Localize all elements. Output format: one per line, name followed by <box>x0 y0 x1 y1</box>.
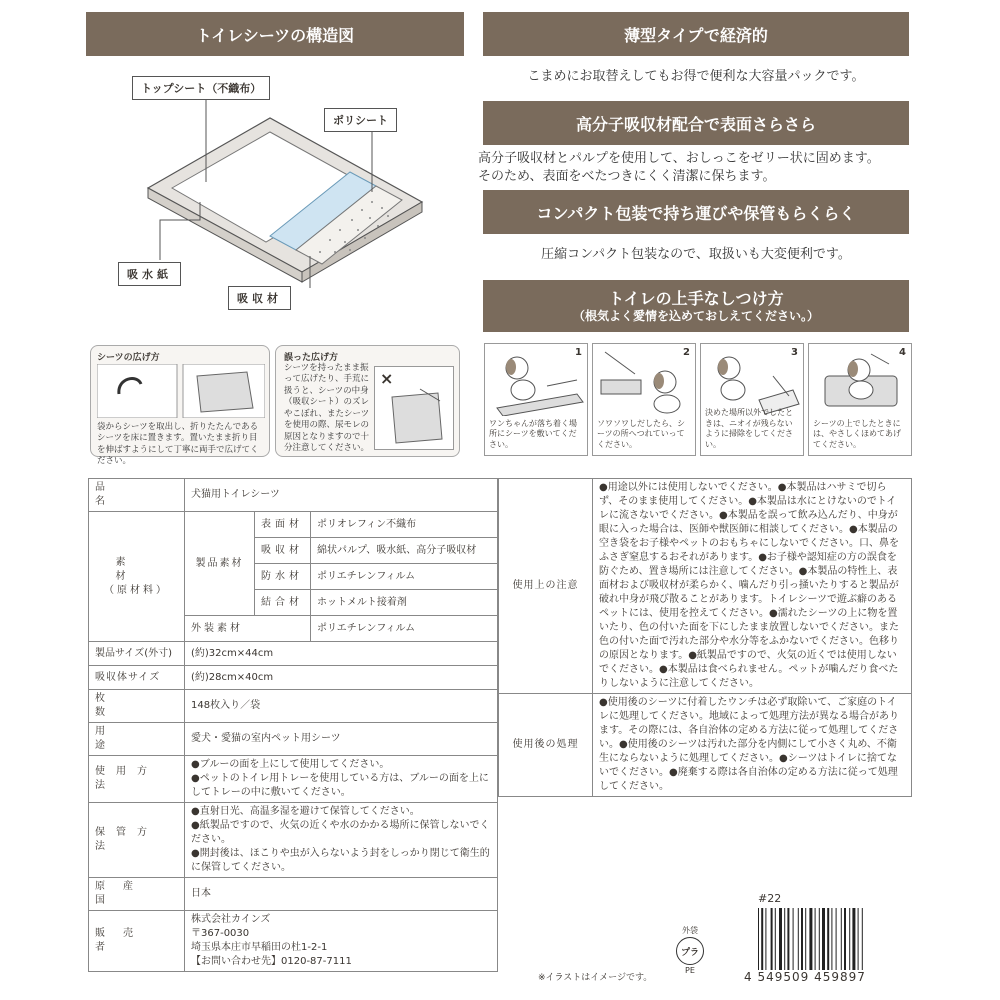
feature-title-2: 高分子吸収材配合で表面さらさら <box>575 114 816 134</box>
wrong-panel-title: 誤った広げ方 <box>284 353 339 363</box>
structure-banner <box>86 12 464 56</box>
training-banner <box>483 280 909 332</box>
training-step-3 <box>700 343 804 456</box>
seller-line-2: 〒367-0030 <box>191 928 250 939</box>
spec-label-material-sub: （原材料） <box>104 584 169 596</box>
cross-mark-icon: × <box>380 369 394 388</box>
spec-label-howto: 使用方法 <box>89 756 185 803</box>
step-3-illustration <box>703 346 803 416</box>
spec-label-material-cell <box>89 512 185 642</box>
step-4-caption: シーツの上でしたときには、やさしくほめてあげてください。 <box>813 418 901 450</box>
spec-value-count: 148枚入り／袋 <box>185 690 498 723</box>
recycle-top-text: 外袋 <box>682 926 698 935</box>
spec-label-outer: 外装素材 <box>185 616 311 642</box>
spec-value-use: 愛犬・愛猫の室内ペット用シーツ <box>185 723 498 756</box>
cautions-table <box>498 478 912 797</box>
spread-illustration <box>97 364 265 418</box>
spec-value-product: 犬猫用トイレシーツ <box>185 479 498 512</box>
recycle-icon <box>676 937 704 965</box>
barcode-bars <box>758 908 908 976</box>
spec-value-size: (約)32cm×44cm <box>185 642 498 666</box>
step-4-illustration <box>811 346 911 416</box>
howto-line-1: ●ブルーの面を上にして使用してください。 <box>191 759 390 770</box>
label-poly-sheet: ポリシート <box>324 108 397 132</box>
storage-line-2: ●紙製品ですので、火気の近くや水のかかる場所に保管しないでください。 <box>191 820 490 845</box>
spec-material-value-1: ポリオレフィン不織布 <box>311 512 498 538</box>
step-1-caption: ワンちゃんが落ち着く場所にシーツを敷いてください。 <box>489 418 577 450</box>
caution-after-label: 使用後の処理 <box>499 694 593 797</box>
spec-material-label-4: 結合材 <box>255 590 311 616</box>
spec-value-howto <box>185 756 498 803</box>
recycle-mark <box>670 925 710 985</box>
wrong-panel-caption: シーツを持ったまま振って広げたり、手荒に扱うと、シーツの中身（吸収シート）のズレやこぼれ、またシーツを使用の際、尿モレの原因となりますので十分注意してください。 <box>284 363 370 454</box>
spread-panel <box>90 345 270 467</box>
spec-material-value-4: ホットメルト接着剤 <box>311 590 498 616</box>
feature-desc-1-line: こまめにお取替えしてもお得で便利な大容量パックです。 <box>527 69 865 84</box>
label-absorbent-paper: 吸水紙 <box>118 262 181 286</box>
feature-title-1: 薄型タイプで経済的 <box>624 25 768 45</box>
feature-desc-2-line-1: 高分子吸収材とパルプを使用して、おしっこをゼリー状に固めます。 <box>478 151 880 166</box>
training-step-4 <box>808 343 912 456</box>
spec-material-label-1: 表面材 <box>255 512 311 538</box>
step-1-number: 1 <box>575 347 582 358</box>
spec-label-origin: 原産国 <box>89 878 185 911</box>
feature-desc-3-line: 圧縮コンパクト包装なので、取扱いも大変便利です。 <box>541 247 851 262</box>
feature-banner-3 <box>483 190 909 234</box>
spec-label-material: 素材 <box>115 556 158 582</box>
spec-label-count: 枚数 <box>89 690 185 723</box>
barcode-number: 4 549509 459897 <box>744 970 866 984</box>
training-step-2 <box>592 343 696 456</box>
spec-label-size: 製品サイズ(外寸) <box>89 642 185 666</box>
caution-use-text: ●用途以外には使用しないでください。●本製品はハサミで切らず、そのまま使用してください。●本製品は水にとけないのでトイレに流さないでください。●本製品を誤って飲み込んだり、中身が眼に入った場合は、医師や獣医師に相談してください。●本製品の空き袋をお子様やペットのおもちゃにしないでください。口、鼻をふさぎ窒息するおそれがあります。●お子様や認知症の方の誤食を防ぐため、置き場所には注意してください。●本製品の特性上、表面材および吸収材が柔らかく、噛んだり引っ掻いたりすると製品が破れ中身が飛び散ることがあります。トイレシーツで遊ぶ癖のあるペットには、使用を控えてください。●濡れたシーツの上に物を置いたり、色の付いた面を下にしたまま放置しないでください。また色の付いた面で汚れた部分や水分等をふかないでください。色移りの原因となります。●紙製品ですので、火気の近くでは使用しないでください。●本製品は食べられません。ペットが噛んだり食べたりしないように注意してください。 <box>593 479 912 694</box>
step-3-caption: 決めた場所以外でしたときは、ニオイが残らないように掃除をしてください。 <box>705 407 793 450</box>
storage-line-3: ●開封後は、ほこりや虫が入らないよう封をしっかり閉じて衛生的に保管してください。 <box>191 848 490 873</box>
seller-line-1: 株式会社カインズ <box>191 914 271 925</box>
illustration-note: ※イラストはイメージです。 <box>538 973 653 983</box>
spec-material-value-2: 綿状パルプ、吸水紙、高分子吸収材 <box>311 538 498 564</box>
spec-material-value-3: ポリエチレンフィルム <box>311 564 498 590</box>
step-2-illustration <box>595 346 695 416</box>
feature-desc-2-line-2: そのため、表面をべたつきにくく清潔に保ちます。 <box>478 169 776 185</box>
step-2-caption: ソワソワしだしたら、シーツの所へつれていってください。 <box>597 418 685 450</box>
step-2-number: 2 <box>683 347 690 358</box>
feature-desc-3 <box>483 246 909 264</box>
spec-label-storage: 保管方法 <box>89 803 185 878</box>
spec-material-label-3: 防水材 <box>255 564 311 590</box>
wrong-spread-panel <box>275 345 460 457</box>
caution-use-label: 使用上の注意 <box>499 479 593 694</box>
recycle-bottom-text: PE <box>685 966 695 975</box>
training-subtitle: （根気よく愛情を込めておしえてください。） <box>572 308 819 323</box>
spread-panel-caption: 袋からシーツを取出し、折りたたんであるシーツを床に置きます。置いたまま折り目を伸ばすようにして丁寧に両手で広げてください。 <box>97 422 259 467</box>
spec-table <box>88 478 498 972</box>
feature-banner-1 <box>483 12 909 56</box>
feature-title-3: コンパクト包装で持ち運びや保管もらくらく <box>536 203 856 223</box>
spec-material-label-2: 吸収材 <box>255 538 311 564</box>
barcode <box>744 908 910 994</box>
training-title: トイレの上手なしつけ方 <box>608 288 784 308</box>
storage-line-1: ●直射日光、高温多湿を避けて保管してください。 <box>191 806 420 817</box>
product-code: #22 <box>758 892 782 905</box>
spec-label-product-material: 製品素材 <box>185 512 255 616</box>
recycle-pla-text: プラ <box>680 947 699 958</box>
spread-panel-title: シーツの広げ方 <box>97 353 160 363</box>
spec-value-outer: ポリエチレンフィルム <box>311 616 498 642</box>
spec-value-seller <box>185 911 498 972</box>
spec-value-storage <box>185 803 498 878</box>
wrong-illustration <box>380 387 450 447</box>
caution-after-text: ●使用後のシーツに付着したウンチは必ず取除いて、ご家庭のトイレに処理してください。地域によって処理方法が異なる場合があります。その際には、各自治体の定める方法に従って処理してください。●使用後のシーツは汚れた部分を内側にして小さく丸め、不衛生にならないように処理してください。●シーツはトイレに捨てないでください。●廃棄する際は各自治体の定める方法に従って処理してください。 <box>593 694 912 797</box>
wrong-panel-image-box <box>374 366 454 450</box>
label-top-sheet: トップシート（不織布） <box>132 76 270 100</box>
spec-label-abs-size: 吸収体サイズ <box>89 666 185 690</box>
howto-line-2: ●ペットのトイレ用トレーを使用している方は、ブルーの面を上にしてトレーの中に敷いてください。 <box>191 773 489 798</box>
step-4-number: 4 <box>899 347 906 358</box>
seller-line-3: 埼玉県本庄市早稲田の杜1-2-1 <box>191 942 328 953</box>
spec-label-seller: 販売者 <box>89 911 185 972</box>
spec-value-abs-size: (約)28cm×40cm <box>185 666 498 690</box>
training-step-1 <box>484 343 588 456</box>
feature-desc-2 <box>478 150 914 186</box>
structure-banner-text: トイレシーツの構造図 <box>195 25 355 45</box>
feature-banner-2 <box>483 101 909 145</box>
feature-desc-1 <box>483 68 909 86</box>
step-3-number: 3 <box>791 347 798 358</box>
spec-value-origin: 日本 <box>185 878 498 911</box>
step-1-illustration <box>487 346 587 416</box>
label-absorbent-material: 吸収材 <box>228 286 291 310</box>
spec-label-product: 品名 <box>89 479 185 512</box>
seller-line-4: 【お問い合わせ先】0120-87-7111 <box>191 956 352 967</box>
spec-label-use: 用途 <box>89 723 185 756</box>
